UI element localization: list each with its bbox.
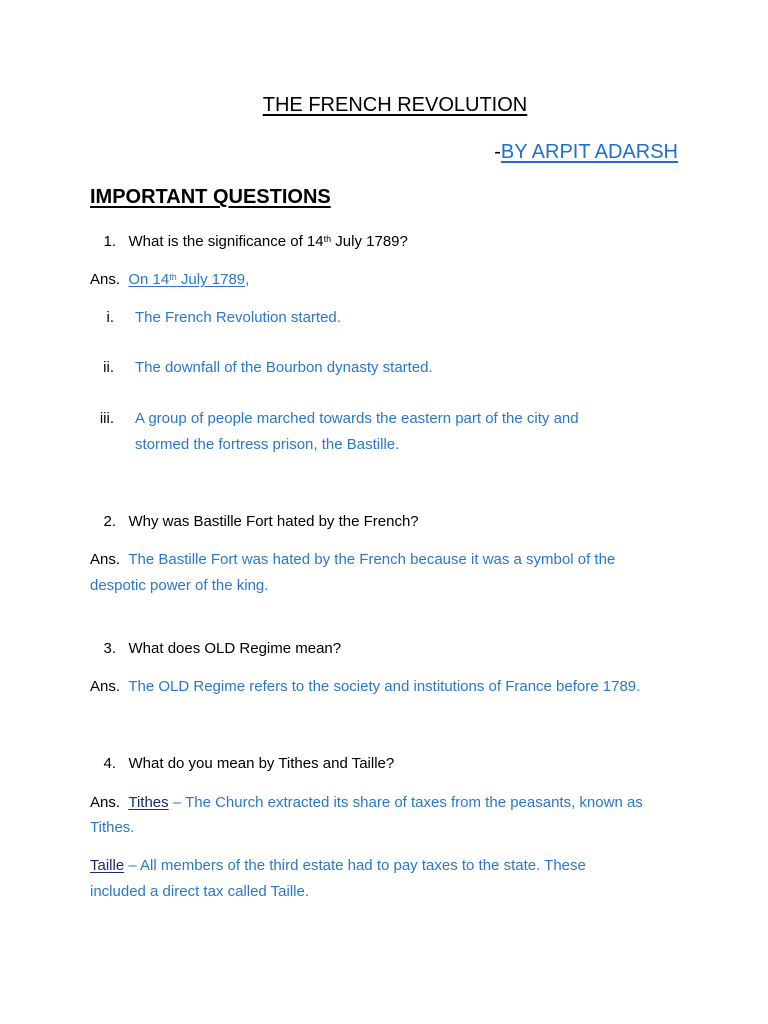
author-byline [494,141,678,164]
question-4 [90,751,394,777]
question-text: What do you mean by Tithes and Taille? [128,755,395,772]
question-number: 2. [103,513,116,530]
answer-3 [90,674,640,700]
answer-label: Ans. [90,271,121,288]
point-i [90,305,341,331]
answer-text: The OLD Regime refers to the society and institutions of France before 1789. [128,678,641,695]
answer-date-link[interactable]: On 14th July 1789 [128,271,246,288]
question-text: What does OLD Regime mean? [128,640,342,657]
answer-2 [90,547,615,573]
answer-label: Ans. [90,551,121,568]
question-1 [90,229,408,255]
point-ii [90,355,433,381]
taille-term: Taille [90,857,125,874]
section-heading: IMPORTANT QUESTIONS [90,186,331,208]
question-number: 1. [103,233,116,250]
byline-dash: - [494,141,501,163]
answer-comma: , [245,271,250,288]
point-text-line1: A group of people marched towards the eastern part of the city and [135,410,579,427]
document-title: THE FRENCH REVOLUTION [262,94,528,116]
point-text: The downfall of the Bourbon dynasty started. [135,359,433,376]
question-3 [90,636,341,662]
roman-numeral: ii. [103,359,114,376]
author-name-link[interactable]: BY ARPIT ADARSH [500,141,678,163]
question-text: What is the significance of 14 [128,233,324,250]
taille-definition-line1: – All members of the third estate had to pay taxes to the state. These [124,857,586,874]
tithes-definition-line1: – The Church extracted its share of taxes from the peasants, known as [168,794,643,811]
question-text: Why was Bastille Fort hated by the French? [128,513,419,530]
point-iii-line2: stormed the fortress prison, the Bastille. [135,436,400,453]
question-number: 3. [103,640,116,657]
answer-4-taille [90,853,586,879]
tithes-term: Tithes [128,794,169,811]
tithes-definition-line2: Tithes. [90,819,135,836]
question-text-end: July 1789? [331,233,408,250]
roman-numeral: iii. [99,410,114,427]
question-number: 4. [103,755,116,772]
answer-1 [90,267,249,293]
answer-4-tithes [90,790,643,816]
answer-text-line1: The Bastille Fort was hated by the French because it was a symbol of the [128,551,616,568]
point-iii [90,406,579,432]
question-2 [90,509,419,535]
answer-2-line2: despotic power of the king. [90,577,269,594]
answer-label: Ans. [90,794,121,811]
answer-label: Ans. [90,678,121,695]
taille-definition-line2: included a direct tax called Taille. [90,883,310,900]
superscript: th [323,234,332,244]
roman-numeral: i. [106,309,114,326]
point-text: The French Revolution started. [135,309,341,326]
